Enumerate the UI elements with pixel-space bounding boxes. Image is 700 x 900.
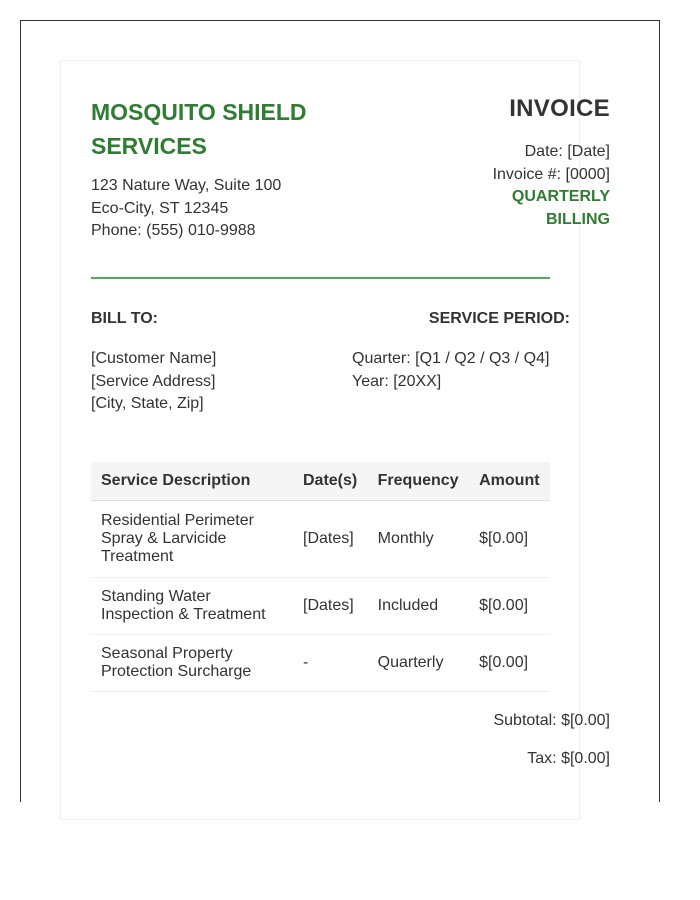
bill-to-details bbox=[91, 348, 216, 416]
service-dates: - bbox=[293, 635, 368, 692]
company-phone: Phone: (555) 010-9988 bbox=[91, 222, 256, 239]
header-divider bbox=[91, 277, 550, 279]
company-address-line1: 123 Nature Way, Suite 100 bbox=[91, 177, 282, 194]
company-name: MOSQUITO SHIELD SERVICES bbox=[91, 99, 307, 159]
service-frequency: Quarterly bbox=[368, 635, 469, 692]
customer-name: [Customer Name] bbox=[91, 350, 217, 367]
table-row bbox=[91, 635, 550, 692]
totals-block bbox=[493, 712, 610, 788]
services-table bbox=[91, 462, 550, 692]
table-header-row bbox=[91, 462, 550, 501]
service-dates: [Dates] bbox=[293, 501, 368, 578]
service-quarter: Quarter: [Q1 / Q2 / Q3 / Q4] bbox=[352, 350, 550, 367]
billing-type: QUARTERLY BILLING bbox=[511, 188, 610, 228]
service-amount: $[0.00] bbox=[469, 635, 550, 692]
service-description: Seasonal Property Protection Surcharge bbox=[91, 635, 293, 692]
tax: Tax: $[0.00] bbox=[527, 750, 610, 767]
table-row bbox=[91, 501, 550, 578]
service-amount: $[0.00] bbox=[469, 501, 550, 578]
invoice-number: Invoice #: [0000] bbox=[492, 165, 610, 183]
invoice-date: Date: [Date] bbox=[524, 143, 610, 160]
customer-city: [City, State, Zip] bbox=[91, 395, 204, 412]
table-row bbox=[91, 578, 550, 635]
column-header-description: Service Description bbox=[91, 462, 293, 501]
service-period-heading: SERVICE PERIOD: bbox=[428, 310, 570, 327]
invoice-meta bbox=[410, 141, 610, 231]
service-dates: [Dates] bbox=[293, 578, 368, 635]
service-year: Year: [20XX] bbox=[352, 372, 442, 390]
service-period-details bbox=[352, 348, 549, 393]
invoice-title: INVOICE bbox=[509, 95, 610, 122]
company-address-line2: Eco-City, ST 12345 bbox=[91, 199, 229, 217]
column-header-dates: Date(s) bbox=[293, 462, 368, 501]
column-header-amount: Amount bbox=[469, 462, 550, 501]
subtotal: Subtotal: $[0.00] bbox=[493, 712, 610, 729]
service-address: [Service Address] bbox=[91, 372, 216, 390]
company-address bbox=[91, 175, 281, 243]
service-description: Residential Perimeter Spray & Larvicide Treatment bbox=[91, 501, 293, 578]
service-frequency: Monthly bbox=[368, 501, 469, 578]
bill-to-heading: BILL TO: bbox=[91, 310, 158, 327]
service-frequency: Included bbox=[368, 578, 469, 635]
service-description: Standing Water Inspection & Treatment bbox=[91, 578, 293, 635]
service-amount: $[0.00] bbox=[469, 578, 550, 635]
column-header-frequency: Frequency bbox=[368, 462, 469, 501]
